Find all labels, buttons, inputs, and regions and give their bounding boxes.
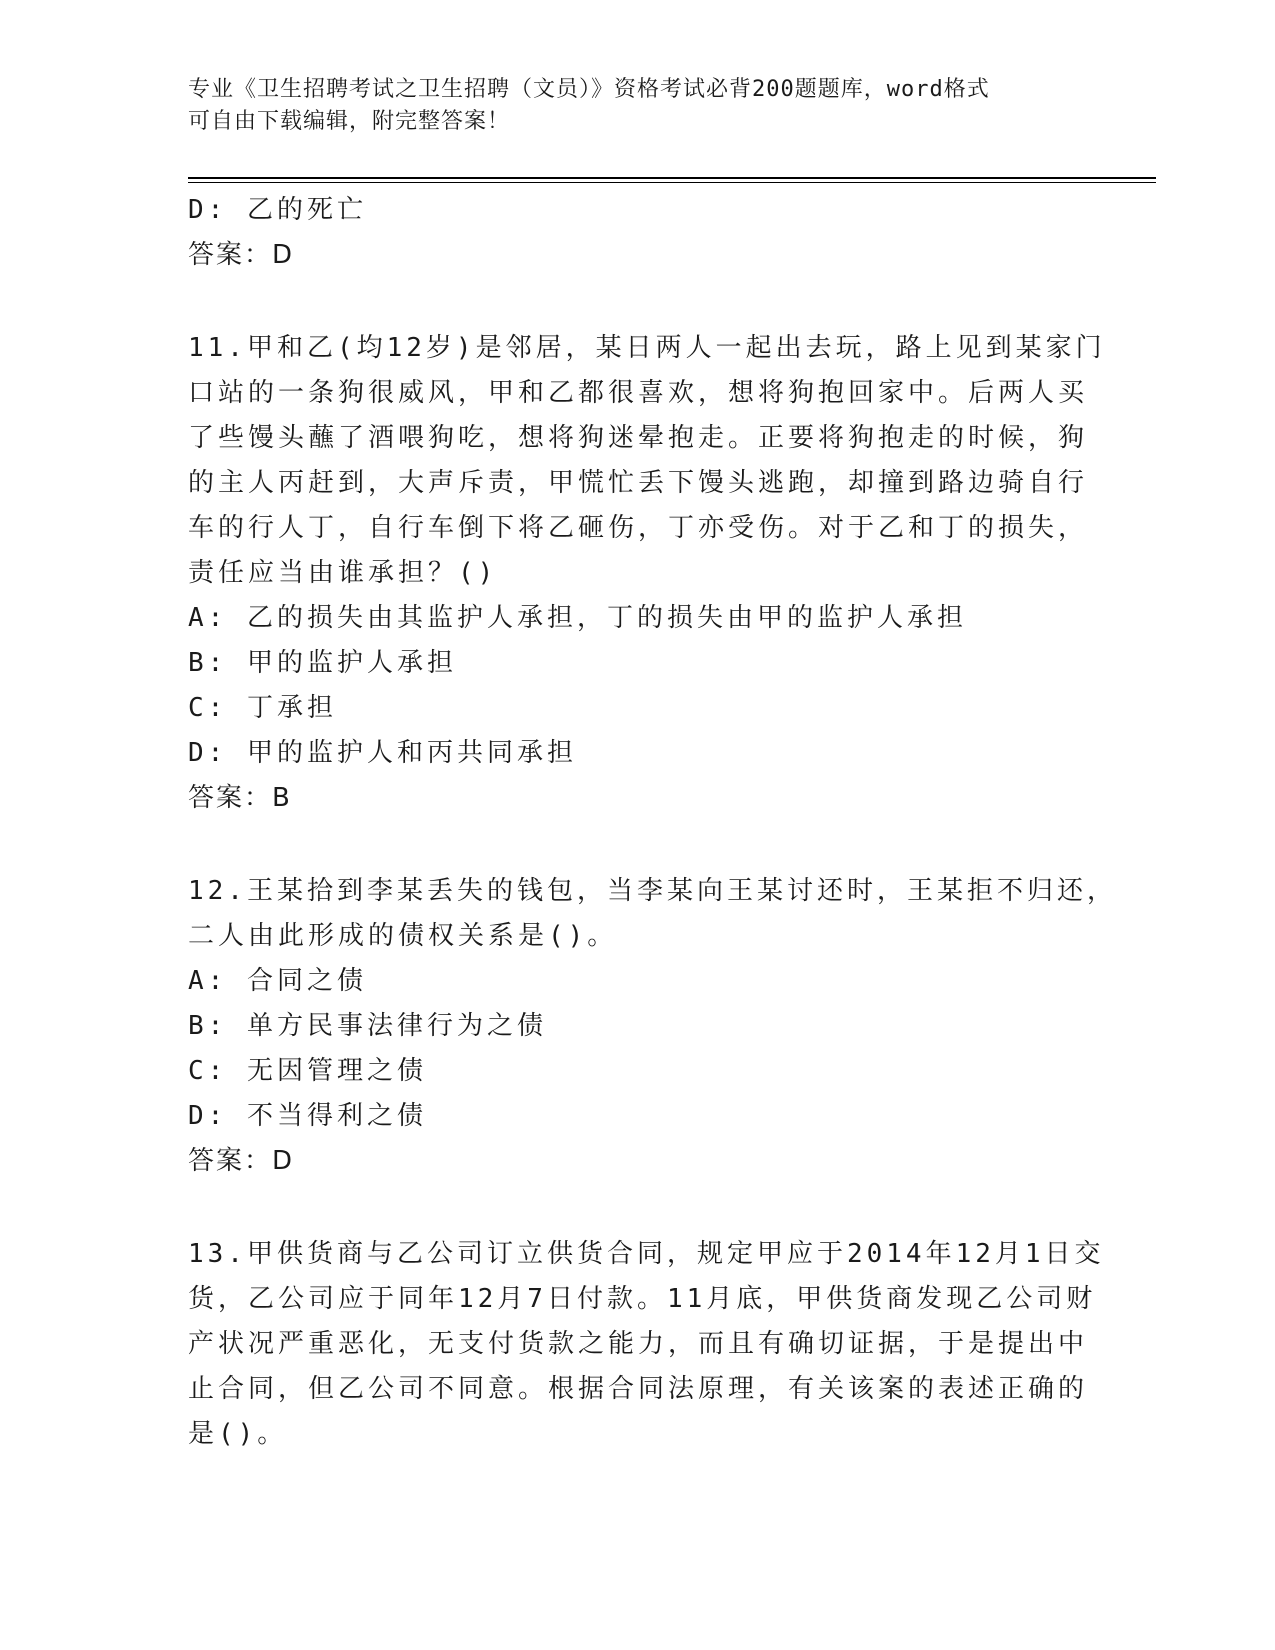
question-11 [188, 326, 1106, 821]
question-text-line: 了些馒头蘸了酒喂狗吃，想将狗迷晕抱走。正要将狗抱走的时候，狗 [188, 423, 1089, 453]
question-text-line: 车的行人丁，自行车倒下将乙砸伤，丁亦受伤。对于乙和丁的损失， [188, 513, 1089, 543]
question-text-line: 11.甲和乙(均12岁)是邻居，某日两人一起出去玩，路上见到某家门 [188, 333, 1106, 363]
option-c: C: 丁承担 [188, 693, 337, 723]
header-rule-thick [188, 177, 1156, 179]
header-line-1: 专业《卫生招聘考试之卫生招聘（文员）》资格考试必背200题题库，word格式 [188, 77, 990, 102]
question-text-line: 的主人丙赶到，大声斥责，甲慌忙丢下馒头逃跑，却撞到路边骑自行 [188, 468, 1089, 498]
document-body [188, 188, 1117, 1457]
question-text-line: 口站的一条狗很威风，甲和乙都很喜欢，想将狗抱回家中。后两人买 [188, 378, 1089, 408]
option-d: D: 乙的死亡 [188, 195, 367, 225]
question-text-line: 13.甲供货商与乙公司订立供货合同，规定甲应于2014年12月1日交 [188, 1239, 1105, 1269]
question-text-line: 12.王某拾到李某丢失的钱包，当李某向王某讨还时，王某拒不归还， [188, 876, 1117, 906]
question-text-line: 货，乙公司应于同年12月7日付款。11月底，甲供货商发现乙公司财 [188, 1284, 1097, 1314]
option-a: A: 合同之债 [188, 966, 367, 996]
question-12 [188, 869, 1117, 1184]
header-line-2: 可自由下载编辑，附完整答案！ [188, 109, 511, 134]
option-a: A: 乙的损失由其监护人承担，丁的损失由甲的监护人承担 [188, 603, 967, 633]
question-text-line: 产状况严重恶化，无支付货款之能力，而且有确切证据，于是提出中 [188, 1329, 1089, 1359]
option-b: B: 甲的监护人承担 [188, 648, 457, 678]
spacer [188, 278, 1088, 326]
option-d: D: 甲的监护人和丙共同承担 [188, 738, 577, 768]
spacer [188, 821, 1088, 869]
question-text-line: 责任应当由谁承担？() [188, 558, 498, 588]
option-c: C: 无因管理之债 [188, 1056, 427, 1086]
option-d: D: 不当得利之债 [188, 1101, 427, 1131]
question-text-line: 二人由此形成的债权关系是()。 [188, 921, 618, 951]
question-13 [188, 1232, 1105, 1457]
header-rule-thin [188, 182, 1156, 183]
spacer [188, 1184, 1088, 1232]
question-text-line: 是()。 [188, 1419, 288, 1449]
answer: 答案：B [188, 783, 292, 813]
answer: 答案：D [188, 240, 295, 270]
question-text-line: 止合同，但乙公司不同意。根据合同法原理，有关该案的表述正确的 [188, 1374, 1089, 1404]
option-b: B: 单方民事法律行为之债 [188, 1011, 547, 1041]
document-header [188, 74, 1088, 138]
answer: 答案：D [188, 1146, 295, 1176]
